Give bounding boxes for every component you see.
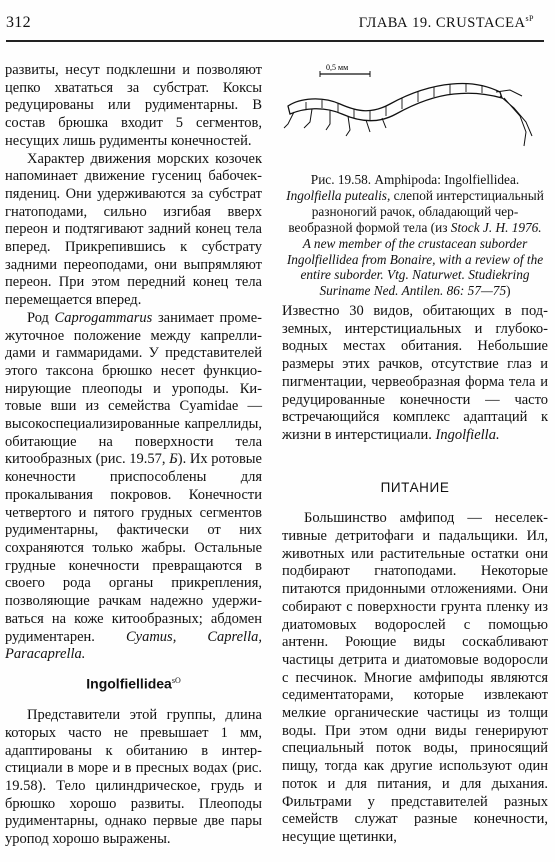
amphipod-illustration: [282, 62, 548, 170]
caption-label: Рис. 19.58. Amphipoda: Ingolfiellidea.: [310, 172, 520, 187]
right-column: [282, 303, 548, 847]
caption-species: Ingolfiella putealis,: [286, 187, 391, 203]
figure-panel-ref: Б: [169, 451, 178, 468]
paragraph-caprogammarus: [5, 310, 262, 664]
page-header: [6, 14, 544, 38]
scale-label: 0,5 мм: [326, 63, 349, 72]
paragraph-feeding: Большинство амфипод — неселективные детритофаги и падальщики. Ил, животных или растительные остатки они подбирают гнатоподами. Некоторые питаются придонными отложениями. Они собирают с поверхности грунта пленку из диатомовых водорослей с помощью антенн. Роющие виды соскабливают частицы детрита и диатомовые водоросли с песчинок. Многие амфиподы являются седиментаторами, которые извлекают мелкие органические частицы из толщи воды. При этом одни виды генерируют специальный поток воды, приносящий пищу, тогда как другие используют один поток и для питания, и для дыхания. Фильтрами у представителей разных семейств служат разные конечности, несущие щетинки,: [282, 510, 548, 845]
text-run: Известно 30 видов, обитающих в подземных, интерстициальных и глубоководных местах обитания. Небольшие размеры этих рачков, отсутствие глаз и пигментации, червеобразная форма тела и редуцированные конечности — часто встречающийся комплекс адаптаций к жизни в интерстициали.: [282, 303, 548, 443]
genus-name: Caprogammarus: [54, 309, 153, 326]
running-title-sup: sP: [525, 14, 534, 23]
caption-text: слепой интерстициальный разноногий рачок, обладающий червеобразной формой тела (из: [288, 187, 544, 235]
text-run: занимает промежуточное положение между капреллидами и гаммаридами. У представителей этого таксона брюшко несет функционирующие плеоподы и уроподы. Китовые вши из семейства Cyamidae — высокоспециализированные капреллиды, обитающие на поверхности тела китообразных (рис. 19.57,: [5, 309, 262, 468]
legs: [284, 90, 532, 146]
subsection-heading-text: Ingolfiellidea: [86, 675, 172, 692]
running-title-text: ГЛАВА 19. CRUSTACEA: [358, 14, 526, 31]
running-title: [359, 14, 534, 32]
page-number: 312: [6, 14, 31, 31]
genus-name: Ingolfiella.: [435, 426, 500, 443]
paragraph-coxae: развиты, несут подклешни и позволяют цепко хвататься за субстрат. Коксы редуцированы или рудиментарны. В состав брюшка входит 5 сегментов, несущих лишь рудименты конечностей.: [5, 62, 262, 149]
paragraph-species-count: [282, 303, 548, 445]
left-column: [5, 62, 262, 849]
text-run: ). Их ротовые конечности приспособлены для прокалывания покровов. Конечности четвертого и пятого грудных сегментов рудиментарны, фактически от них сохраняются только жабры. Остальные грудные конечности превращаются в своего рода органы прикрепления, позволяющие рачкам надежно удерживаться на коже китообразных; абдомен рудиментарен.: [5, 451, 262, 645]
subsection-heading-sup: sO: [171, 675, 181, 685]
paragraph-ingolfiellidea: Представители этой группы, длина которых часто не превышает 1 мм, адаптированы к обитанию в интерстициали в море и в пресных водах (рис. 19.58). Тело цилиндрическое, грудь и брюшко хорошо развиты. Плеоподы рудиментарны, однако первые две пары уропод хорошо выражены.: [5, 707, 262, 848]
figure-ingolfiella: [282, 62, 548, 170]
figure-caption: [284, 172, 546, 299]
caption-text-end: ): [506, 283, 511, 299]
subsection-heading: [5, 672, 262, 693]
amphipod-body: [288, 83, 502, 120]
header-rule: [6, 40, 544, 42]
section-heading-nutrition: ПИТАНИЕ: [380, 479, 450, 495]
caption-reference: Stock J. H. 1976. A new member of the crustacean suborder Ingolfiellidea from Bonaire, with a review of the entire suborder. Vtg. Naturwet. Studiekring Suriname Ned. Antilen. 86: 57—75: [286, 219, 544, 299]
text-run: Род: [27, 309, 55, 326]
genus-list: Cyamus, Caprella, Paracaprella.: [5, 628, 262, 663]
paragraph-locomotion: Характер движения морских козочек напоминает движение гусениц бабочек-пядениц. Они удерживаются за субстрат гнатоподами, сильно изгибая вверх переон и подтягивают задний конец тела вперед. Прикрепившись к субстрату задними переоподами, они выпрямляют переон. При этом передний конец тела перемещается вперед.: [5, 150, 262, 309]
